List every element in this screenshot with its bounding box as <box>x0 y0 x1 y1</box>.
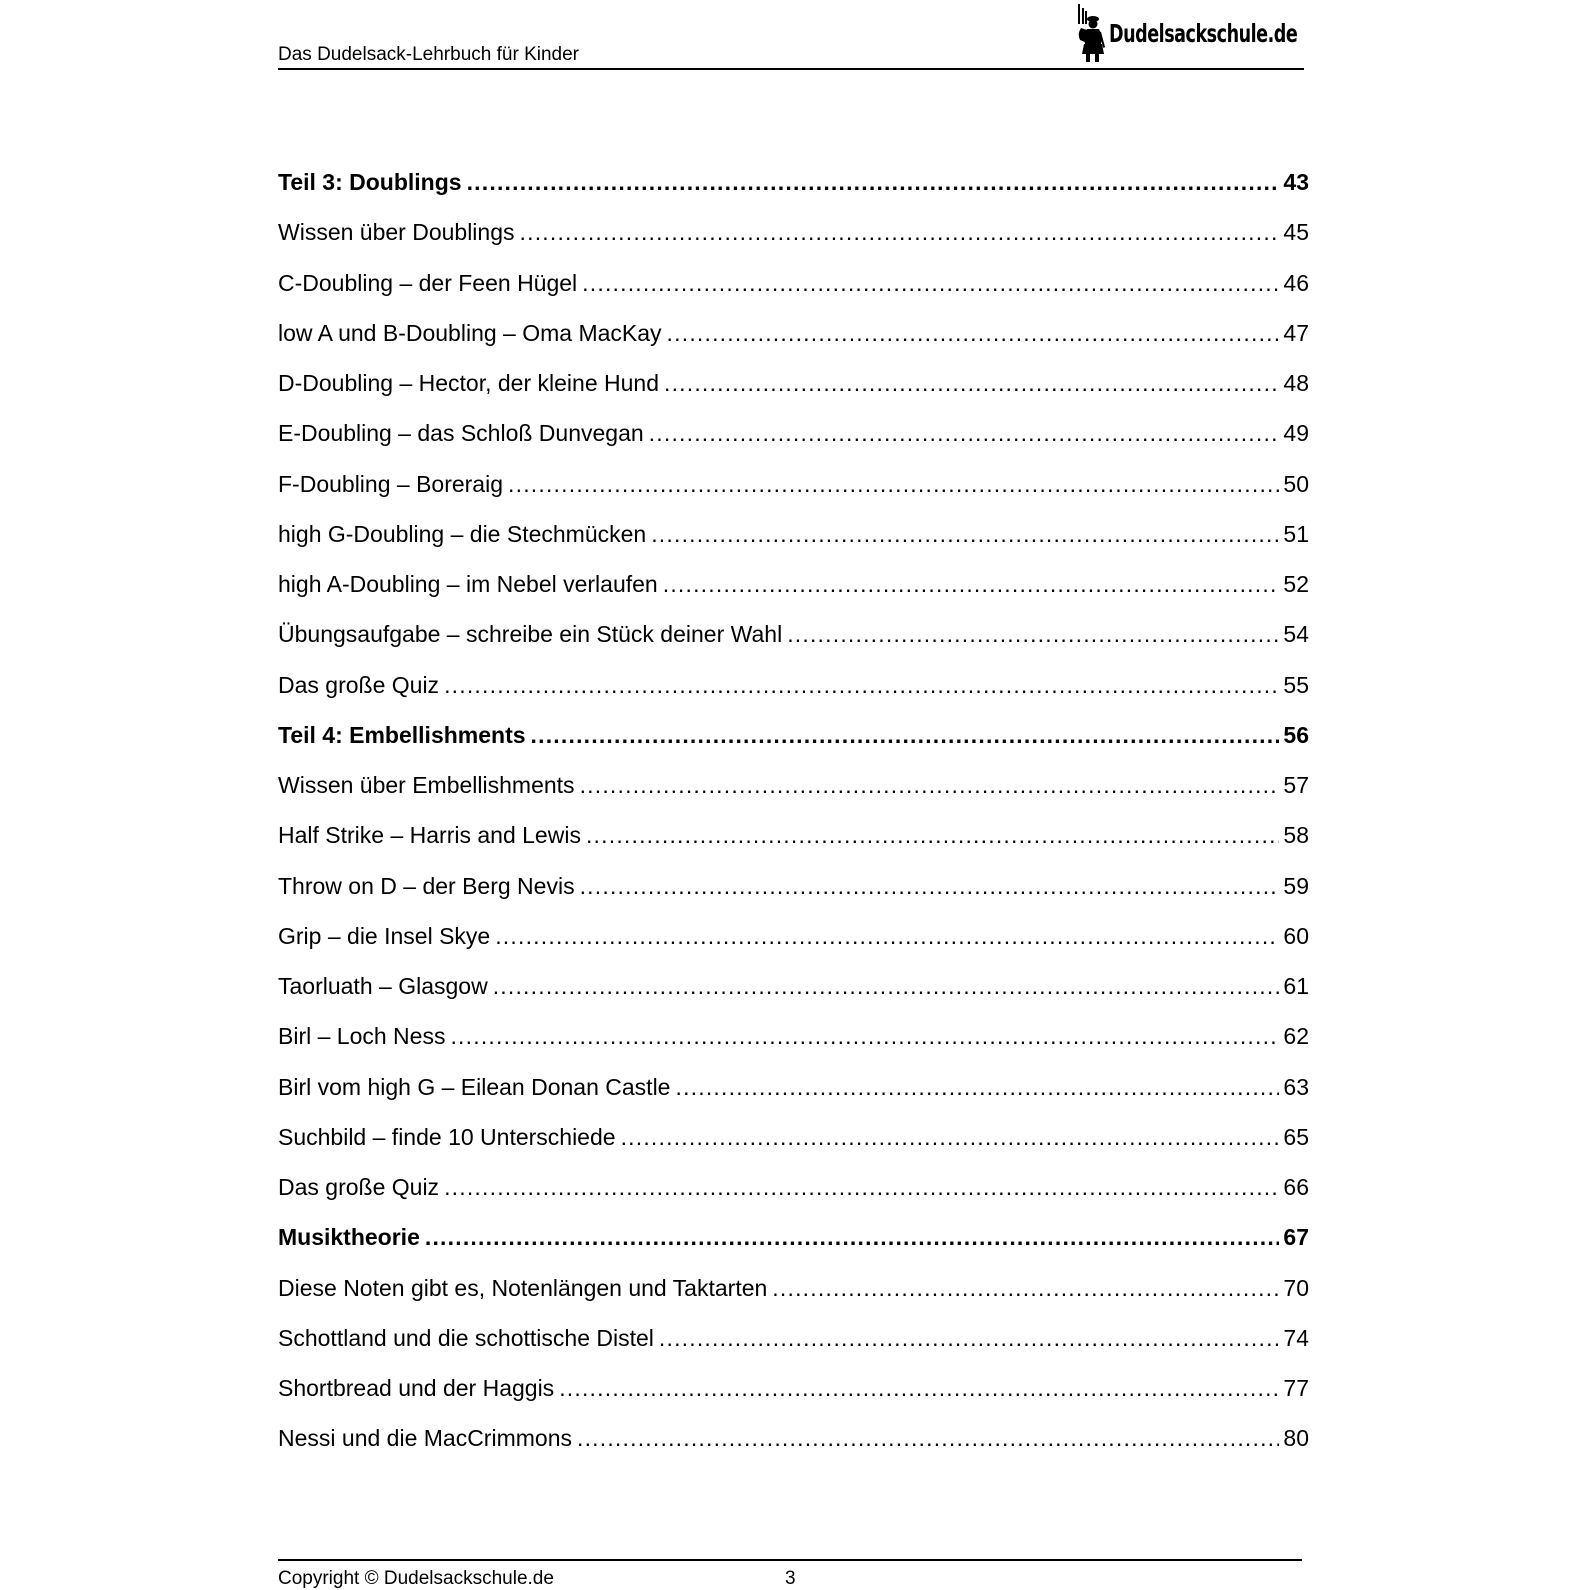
toc-entry-title: low A und B-Doubling – Oma MacKay <box>278 319 662 346</box>
logo-text: Dudelsackschule.de <box>1109 18 1298 48</box>
toc-dot-leader <box>444 1162 1279 1212</box>
toc-entry-title: Teil 3: Doublings <box>278 169 462 195</box>
toc-entry-title: Übungsaufgabe – schreibe ein Stück deiner Wahl <box>278 621 783 648</box>
toc-entry-title: Teil 4: Embellishments <box>278 721 526 748</box>
toc-dot-leader <box>520 207 1279 257</box>
toc-entry-title: Birl – Loch Ness <box>278 1023 446 1050</box>
toc-entry-title: Wissen über Embellishments <box>278 772 575 798</box>
toc-entry-page: 50 <box>1283 470 1309 497</box>
toc-dot-leader <box>508 459 1279 509</box>
toc-entry-title: E-Doubling – das Schloß Dunvegan <box>278 420 644 447</box>
toc-entry <box>278 258 1309 308</box>
toc-entry-title: F-Doubling – Boreraig <box>278 470 504 497</box>
toc-entry-page: 58 <box>1283 822 1309 849</box>
toc-entry-title: Birl vom high G – Eilean Donan Castle <box>278 1073 671 1100</box>
toc-dot-leader <box>495 911 1279 961</box>
toc-entry-page: 57 <box>1283 772 1309 798</box>
table-of-contents <box>278 157 1309 1464</box>
toc-entry-title: Suchbild – finde 10 Unterschiede <box>278 1123 616 1150</box>
toc-dot-leader <box>659 1313 1279 1363</box>
toc-entry <box>278 1363 1309 1413</box>
toc-entry-page: 74 <box>1283 1324 1309 1351</box>
toc-entry-title: D-Doubling – Hector, der kleine Hund <box>278 370 659 396</box>
toc-entry-title: Diese Noten gibt es, Notenlängen und Taktarten <box>278 1274 768 1301</box>
toc-entry-page: 61 <box>1283 973 1309 999</box>
toc-entry-page: 43 <box>1283 169 1309 195</box>
toc-entry-title: Musiktheorie <box>278 1224 420 1251</box>
toc-entry-page: 67 <box>1283 1224 1309 1251</box>
toc-entry-title: Nessi und die MacCrimmons <box>278 1425 572 1452</box>
toc-dot-leader <box>772 1263 1279 1313</box>
toc-entry-title: Schottland und die schottische Distel <box>278 1324 654 1351</box>
toc-dot-leader <box>582 258 1279 308</box>
toc-entry-page: 60 <box>1283 922 1309 949</box>
toc-entry <box>278 609 1309 659</box>
toc-entry-title: C-Doubling – der Feen Hügel <box>278 269 578 296</box>
toc-entry-title: Taorluath – Glasgow <box>278 973 488 999</box>
toc-entry-page: 49 <box>1283 420 1309 447</box>
toc-entry <box>278 358 1309 408</box>
toc-entry-title: Das große Quiz <box>278 1174 440 1200</box>
toc-entry <box>278 1162 1309 1212</box>
toc-section-heading <box>278 710 1309 760</box>
toc-entry <box>278 1313 1309 1363</box>
toc-entry <box>278 459 1309 509</box>
toc-entry-title: Shortbread und der Haggis <box>278 1375 555 1401</box>
page-header <box>278 0 1304 70</box>
toc-entry-title: Das große Quiz <box>278 671 440 698</box>
toc-entry <box>278 1062 1309 1112</box>
toc-dot-leader <box>580 861 1279 911</box>
toc-dot-leader <box>649 408 1279 458</box>
book-title: Das Dudelsack-Lehrbuch für Kinder <box>278 44 579 65</box>
toc-entry <box>278 810 1309 860</box>
toc-entry <box>278 308 1309 358</box>
page-number: 3 <box>785 1568 796 1589</box>
toc-dot-leader <box>586 810 1279 860</box>
toc-entry-title: Throw on D – der Berg Nevis <box>278 872 575 899</box>
toc-entry-title: high A-Doubling – im Nebel verlaufen <box>278 571 658 597</box>
toc-entry-page: 45 <box>1283 219 1309 246</box>
toc-entry <box>278 408 1309 458</box>
toc-entry-page: 55 <box>1283 671 1309 698</box>
toc-dot-leader <box>444 660 1279 710</box>
toc-entry-page: 46 <box>1283 269 1309 296</box>
toc-entry <box>278 1011 1309 1061</box>
toc-entry-page: 48 <box>1283 370 1309 396</box>
toc-dot-leader <box>621 1112 1279 1162</box>
toc-entry <box>278 1263 1309 1313</box>
toc-entry-title: high G-Doubling – die Stechmücken <box>278 520 647 547</box>
toc-dot-leader <box>493 961 1279 1011</box>
toc-entry-page: 77 <box>1283 1375 1309 1401</box>
toc-dot-leader <box>664 358 1279 408</box>
toc-dot-leader <box>531 710 1279 760</box>
toc-entry <box>278 1413 1309 1463</box>
toc-entry <box>278 559 1309 609</box>
toc-dot-leader <box>667 308 1279 358</box>
toc-dot-leader <box>663 559 1279 609</box>
toc-section-heading <box>278 1212 1309 1262</box>
toc-dot-leader <box>651 509 1279 559</box>
toc-entry-page: 51 <box>1283 520 1309 547</box>
copyright-notice: Copyright © Dudelsackschule.de <box>278 1568 554 1589</box>
bagpiper-icon <box>1075 4 1107 62</box>
toc-dot-leader <box>559 1363 1279 1413</box>
toc-dot-leader <box>580 760 1279 810</box>
toc-entry <box>278 660 1309 710</box>
toc-entry-page: 65 <box>1283 1123 1309 1150</box>
toc-entry-title: Grip – die Insel Skye <box>278 922 491 949</box>
toc-entry <box>278 207 1309 257</box>
logo <box>1075 4 1304 62</box>
toc-dot-leader <box>577 1413 1279 1463</box>
toc-section-heading <box>278 157 1309 207</box>
toc-entry <box>278 1112 1309 1162</box>
toc-entry <box>278 911 1309 961</box>
toc-entry-page: 80 <box>1283 1425 1309 1452</box>
toc-entry <box>278 509 1309 559</box>
toc-dot-leader <box>425 1212 1279 1262</box>
toc-entry-page: 59 <box>1283 872 1309 899</box>
toc-entry-page: 70 <box>1283 1274 1309 1301</box>
toc-dot-leader <box>675 1062 1279 1112</box>
toc-entry-title: Half Strike – Harris and Lewis <box>278 822 581 849</box>
toc-entry <box>278 961 1309 1011</box>
toc-entry <box>278 760 1309 810</box>
toc-entry-page: 62 <box>1283 1023 1309 1050</box>
toc-dot-leader <box>450 1011 1279 1061</box>
toc-entry-page: 47 <box>1283 319 1309 346</box>
page-footer <box>278 1559 1302 1589</box>
toc-entry <box>278 861 1309 911</box>
toc-entry-page: 54 <box>1283 621 1309 648</box>
toc-dot-leader <box>787 609 1279 659</box>
toc-entry-page: 52 <box>1283 571 1309 597</box>
toc-entry-title: Wissen über Doublings <box>278 219 515 246</box>
toc-entry-page: 66 <box>1283 1174 1309 1200</box>
toc-entry-page: 63 <box>1283 1073 1309 1100</box>
toc-dot-leader <box>467 157 1279 207</box>
toc-entry-page: 56 <box>1283 721 1309 748</box>
